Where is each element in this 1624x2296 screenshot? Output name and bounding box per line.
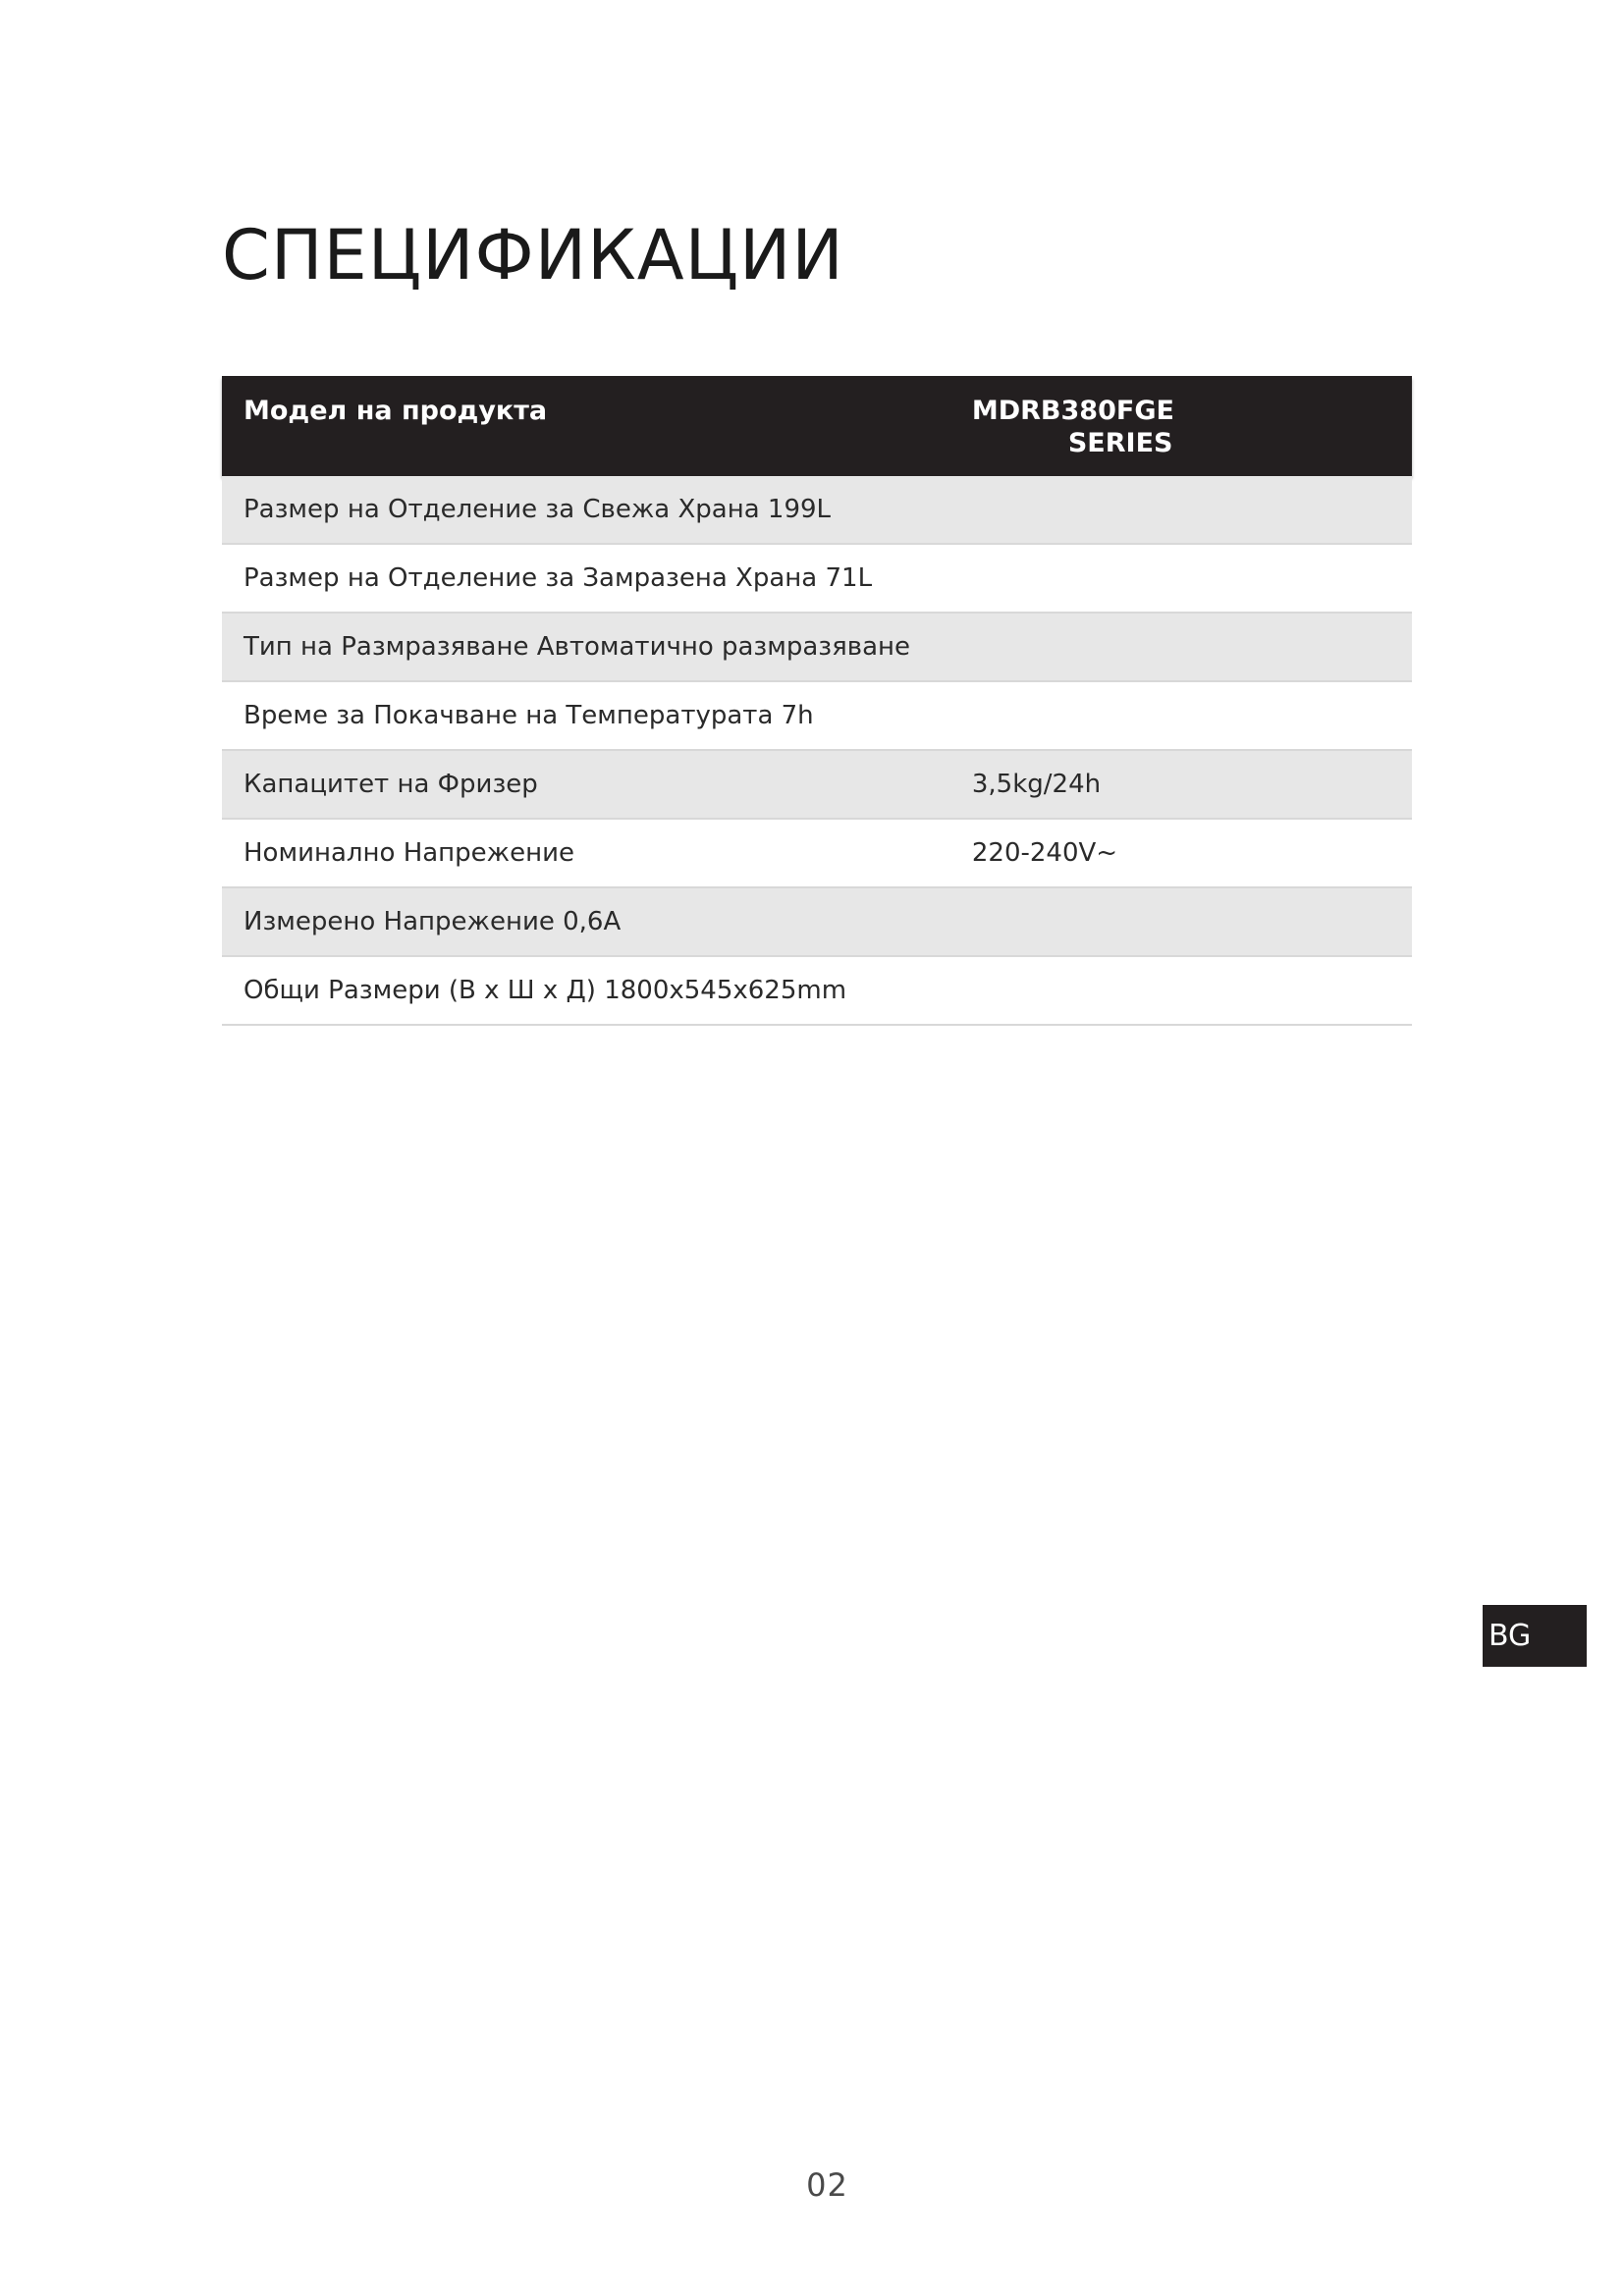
- row-label: Измерено Напрежение 0,6A: [222, 887, 972, 956]
- header-model: [972, 376, 1412, 476]
- row-value: 220-240V~: [972, 819, 1412, 887]
- row-label: Номинално Напрежение: [222, 819, 972, 887]
- row-value: [972, 956, 1412, 1025]
- row-value: [972, 681, 1412, 750]
- language-tab: BG: [1483, 1605, 1587, 1667]
- table-row: [222, 681, 1412, 750]
- table-row: [222, 956, 1412, 1025]
- header-label: Модел на продукта: [244, 396, 548, 426]
- row-value: [972, 613, 1412, 681]
- row-label: Тип на Размразяване Автоматично размразяване: [222, 613, 972, 681]
- table-row: [222, 819, 1412, 887]
- row-label: Време за Покачване на Температурата 7h: [222, 681, 972, 750]
- table-row: [222, 613, 1412, 681]
- page-title: СПЕЦИФИКАЦИИ: [222, 215, 844, 295]
- page-number: 02: [806, 2166, 848, 2204]
- row-value: [972, 887, 1412, 956]
- row-value: [972, 544, 1412, 613]
- model-name: MDRB380FGE: [971, 396, 1174, 426]
- table-row: [222, 750, 1412, 819]
- table-row: [222, 544, 1412, 613]
- model-series: SERIES: [1067, 428, 1173, 458]
- row-label: Общи Размери (В x Ш x Д) 1800x545x625mm: [222, 956, 972, 1025]
- row-value: 3,5kg/24h: [972, 750, 1412, 819]
- table-row: [222, 476, 1412, 544]
- row-value: [972, 476, 1412, 544]
- table-row: [222, 887, 1412, 956]
- row-label: Капацитет на Фризер: [222, 750, 972, 819]
- specifications-table: [222, 376, 1412, 1026]
- row-label: Размер на Отделение за Замразена Храна 71L: [222, 544, 972, 613]
- row-label: Размер на Отделение за Свежа Храна 199L: [222, 476, 972, 544]
- table-header-row: [222, 376, 1412, 476]
